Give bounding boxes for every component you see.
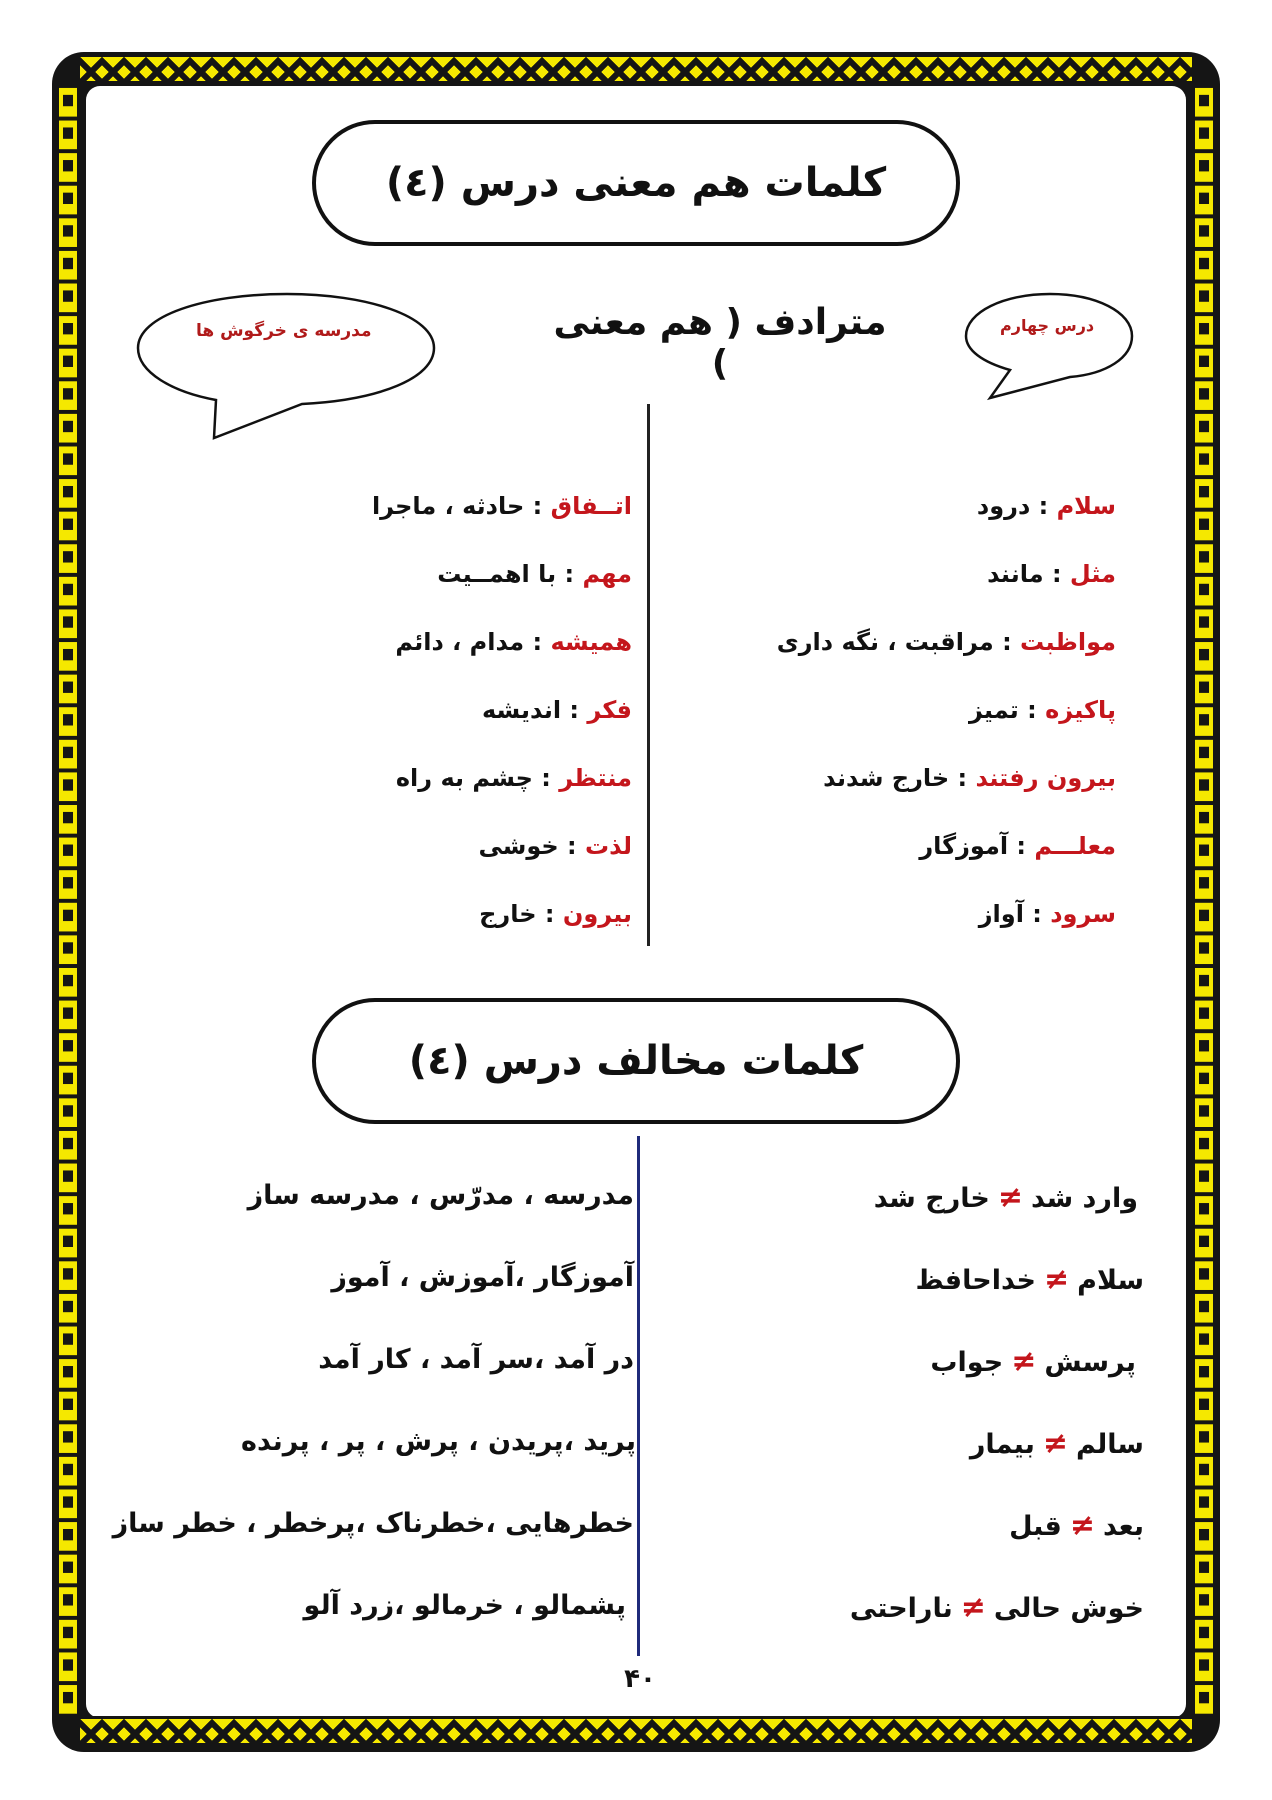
synonym-meaning: : حادثه ، ماجرا	[371, 492, 551, 520]
synonym-meaning: : اندیشه	[481, 696, 588, 724]
not-equal-icon: ≠	[1042, 1426, 1068, 1461]
synonym-row	[395, 628, 632, 656]
synonym-row	[479, 900, 632, 928]
synonym-row	[977, 492, 1116, 520]
antonym-word: بعد	[1103, 1511, 1144, 1542]
frame-border-top	[80, 54, 1192, 84]
antonym-word: پرسش	[1044, 1347, 1136, 1378]
synonym-meaning: : تمیز	[968, 696, 1046, 724]
not-equal-icon: ≠	[1011, 1344, 1037, 1379]
antonym-word: وارد شد	[1031, 1183, 1138, 1214]
synonym-row	[478, 832, 632, 860]
bubble-left-text: مدرسه ی خرگوش ها	[196, 321, 372, 341]
synonym-meaning: : خارج شدند	[823, 764, 976, 792]
antonym-pair	[1009, 1508, 1144, 1543]
antonym-pair	[874, 1180, 1138, 1215]
antonym-word: سالم	[1075, 1429, 1144, 1460]
word-family-row: خطرهایی ،خطرناک ،پرخطر ، خطر ساز	[112, 1508, 634, 1539]
antonym-opposite: خارج شد	[873, 1183, 990, 1214]
antonyms-divider	[637, 1136, 640, 1656]
word-family-row: پرید ،پریدن ، پرش ، پر ، پرنده	[241, 1426, 636, 1457]
synonym-row	[979, 900, 1116, 928]
synonym-meaning: : مانند	[987, 560, 1070, 588]
synonym-row	[823, 764, 1116, 792]
antonym-pair	[930, 1344, 1136, 1379]
antonym-word: خوش حالی	[993, 1593, 1144, 1624]
synonym-row	[482, 696, 632, 724]
antonym-pair	[850, 1590, 1144, 1625]
synonyms-title: کلمات هم معنی درس (٤)	[312, 120, 960, 246]
synonym-term: مواظبت	[1020, 628, 1116, 656]
frame-border-left	[54, 84, 82, 1716]
synonym-term: بیرون رفتند	[975, 764, 1116, 792]
antonym-opposite: ناراحتی	[849, 1593, 953, 1624]
antonym-pair	[970, 1426, 1144, 1461]
synonym-term: مهم	[582, 560, 632, 588]
antonym-opposite: بیمار	[969, 1429, 1035, 1460]
synonym-term: همیشه	[550, 628, 632, 656]
not-equal-icon: ≠	[1044, 1262, 1070, 1297]
word-family-row: پشمالو ، خرمالو ،زرد آلو	[303, 1590, 626, 1621]
antonyms-title: کلمات مخالف درس (٤)	[312, 998, 960, 1124]
speech-bubble-left	[132, 290, 442, 440]
antonym-opposite: قبل	[1009, 1511, 1062, 1542]
word-family-row: در آمد ،سر آمد ، کار آمد	[318, 1344, 634, 1375]
synonym-term: مثل	[1069, 560, 1116, 588]
speech-bubble-right	[960, 290, 1140, 402]
antonym-opposite: جواب	[930, 1347, 1004, 1378]
synonym-meaning: : درود	[976, 492, 1057, 520]
synonym-term: پاکیزه	[1045, 696, 1116, 724]
synonym-row	[372, 492, 632, 520]
synonym-term: اتــفاق	[550, 492, 632, 520]
synonym-term: سلام	[1056, 492, 1116, 520]
not-equal-icon: ≠	[997, 1180, 1023, 1215]
synonym-meaning: : چشم به راه	[395, 764, 560, 792]
synonym-meaning: : خوشی	[478, 832, 585, 860]
synonyms-subtitle: مترادف ( هم معنی )	[553, 302, 887, 384]
antonym-word: سلام	[1077, 1265, 1144, 1296]
synonym-term: فکر	[587, 696, 632, 724]
synonym-meaning: : با اهمــیت	[437, 560, 583, 588]
page-number: ۴٠	[624, 1664, 656, 1694]
synonym-term: معلـــم	[1034, 832, 1116, 860]
synonym-meaning: : مراقبت ، نگه داری	[776, 628, 1021, 656]
antonym-pair	[916, 1262, 1144, 1297]
bubble-right-text: درس چهارم	[1000, 316, 1095, 335]
synonym-meaning: : مدام ، دائم	[395, 628, 551, 656]
synonym-meaning: : خارج	[479, 900, 563, 928]
synonym-term: منتظر	[559, 764, 632, 792]
not-equal-icon: ≠	[1069, 1508, 1096, 1543]
synonym-term: سرود	[1050, 900, 1116, 928]
synonym-row	[987, 560, 1116, 588]
word-family-row: آموزگار ،آموزش ، آموز	[331, 1262, 634, 1293]
synonym-row	[919, 832, 1116, 860]
synonym-term: لذت	[585, 832, 632, 860]
frame-border-bottom	[80, 1716, 1192, 1746]
synonym-row	[777, 628, 1116, 656]
synonym-meaning: : آواز	[978, 900, 1051, 928]
synonym-row	[396, 764, 632, 792]
synonyms-divider	[647, 404, 650, 946]
synonym-row	[969, 696, 1116, 724]
synonym-meaning: : آموزگار	[919, 832, 1035, 860]
synonym-term: بیرون	[562, 900, 632, 928]
word-family-row: مدرسه ، مدرّس ، مدرسه ساز	[247, 1180, 634, 1211]
not-equal-icon: ≠	[960, 1590, 986, 1625]
antonym-opposite: خداحافظ	[915, 1265, 1037, 1296]
synonym-row	[437, 560, 632, 588]
frame-border-right	[1190, 84, 1218, 1716]
